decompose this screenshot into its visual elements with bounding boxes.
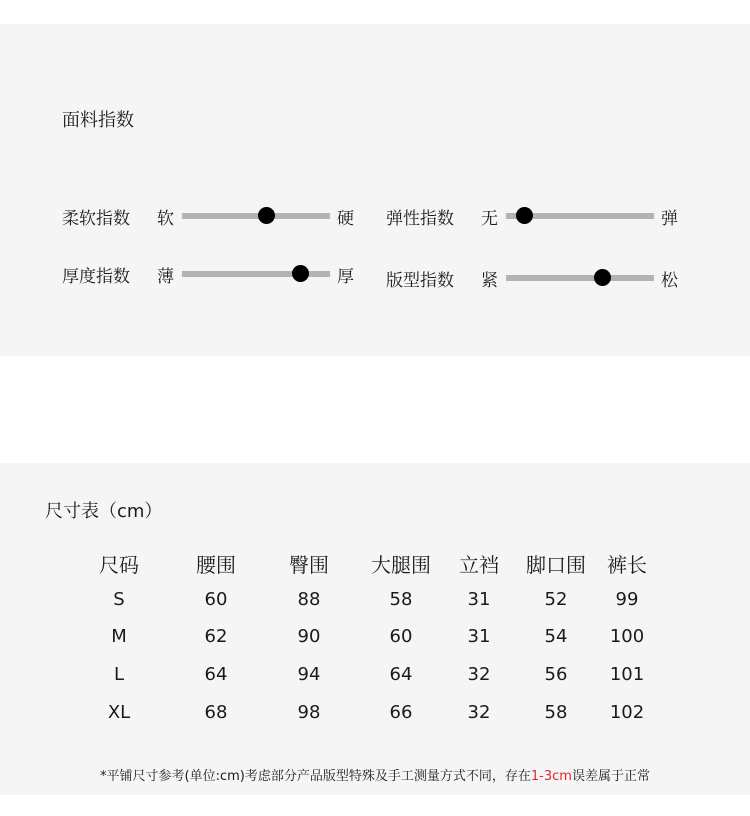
table-cell-waist: 62 (204, 626, 228, 647)
table-cell-hip: 90 (297, 626, 321, 647)
table-cell-size: L (113, 664, 125, 685)
size-table-panel (0, 463, 750, 795)
table-cell-hip: 88 (297, 589, 321, 610)
softness-index-label: 柔软指数 (62, 209, 130, 229)
column-header-leg-opening: 脚口围 (526, 553, 586, 577)
table-cell-rise: 31 (467, 626, 491, 647)
table-cell-leg-opening: 54 (544, 626, 568, 647)
column-header-hip: 臀围 (289, 553, 329, 577)
thickness-index-label: 厚度指数 (62, 267, 130, 287)
fit-index-label: 版型指数 (386, 271, 454, 291)
column-header-rise: 立裆 (459, 553, 499, 577)
table-cell-thigh: 64 (389, 664, 413, 685)
fabric-index-title: 面料指数 (62, 110, 134, 131)
softness-index-min: 软 (157, 209, 174, 229)
elasticity-index-max: 弹 (661, 209, 678, 229)
column-header-size: 尺码 (99, 553, 139, 577)
footnote-tolerance: 1-3cm (530, 769, 572, 784)
table-cell-rise: 32 (467, 664, 491, 685)
table-cell-length: 100 (609, 626, 645, 647)
column-header-length: 裤长 (607, 553, 647, 577)
table-cell-hip: 98 (297, 702, 321, 723)
table-cell-rise: 32 (467, 702, 491, 723)
footnote-text-end: 误差属于正常 (571, 769, 650, 784)
size-table-title: 尺寸表（cm） (45, 501, 163, 522)
measurement-footnote (0, 765, 750, 784)
table-cell-hip: 94 (297, 664, 321, 685)
table-cell-size: M (111, 626, 127, 647)
footnote-text: *平铺尺寸参考(单位:cm)考虑部分产品版型特殊及手工测量方式不同，存在 (100, 769, 531, 784)
softness-index-knob (258, 207, 275, 224)
thickness-index-min: 薄 (157, 267, 174, 287)
fit-index-max: 松 (661, 271, 678, 291)
elasticity-index-label: 弹性指数 (386, 209, 454, 229)
table-cell-size: S (113, 589, 125, 610)
elasticity-index-knob (516, 207, 533, 224)
softness-index-track (182, 213, 330, 219)
softness-index-max: 硬 (337, 209, 354, 229)
column-header-waist: 腰围 (196, 553, 236, 577)
table-cell-thigh: 58 (389, 589, 413, 610)
table-cell-length: 102 (609, 702, 645, 723)
thickness-index-max: 厚 (337, 267, 354, 287)
fit-index-knob (594, 269, 611, 286)
table-cell-length: 101 (609, 664, 645, 685)
column-header-thigh: 大腿围 (371, 553, 431, 577)
table-cell-leg-opening: 52 (544, 589, 568, 610)
table-cell-leg-opening: 58 (544, 702, 568, 723)
table-cell-thigh: 60 (389, 626, 413, 647)
thickness-index-track (182, 271, 330, 277)
fit-index-track (506, 275, 654, 281)
table-cell-leg-opening: 56 (544, 664, 568, 685)
fit-index-min: 紧 (481, 271, 498, 291)
table-cell-thigh: 66 (389, 702, 413, 723)
table-cell-waist: 68 (204, 702, 228, 723)
elasticity-index-min: 无 (481, 209, 498, 229)
table-cell-waist: 64 (204, 664, 228, 685)
table-cell-rise: 31 (467, 589, 491, 610)
fabric-index-panel (0, 24, 750, 356)
table-cell-length: 99 (615, 589, 639, 610)
table-cell-size: XL (107, 702, 131, 723)
thickness-index-knob (292, 265, 309, 282)
elasticity-index-track (506, 213, 654, 219)
table-cell-waist: 60 (204, 589, 228, 610)
